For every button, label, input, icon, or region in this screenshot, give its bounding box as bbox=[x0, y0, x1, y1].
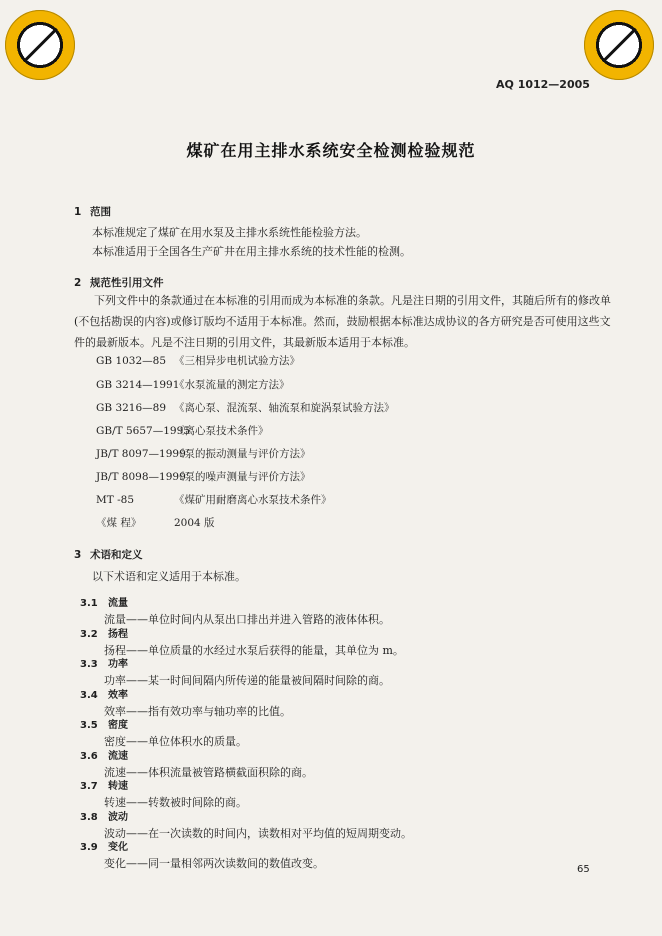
term-definition: 效率——指有效功率与轴功率的比值。 bbox=[104, 704, 291, 718]
term-heading: 3.4 效率 bbox=[80, 689, 128, 701]
term-definition: 功率——某一时间间隔内所传递的能量被间隔时间除的商。 bbox=[104, 674, 390, 687]
reference-item: JB/T 8098—1999《泵的噪声测量与评价方法》 bbox=[96, 471, 311, 483]
term-heading: 3.3 功率 bbox=[80, 659, 128, 670]
term-heading: 3.8 波动 bbox=[80, 811, 128, 823]
pdf-xchange-stamp-icon[interactable] bbox=[5, 10, 75, 80]
reference-item: JB/T 8097—1999《泵的振动测量与评价方法》 bbox=[96, 448, 311, 460]
reference-item: GB 1032—85 《三相异步电机试验方法》 bbox=[96, 355, 300, 367]
term-heading: 3.1 流量 bbox=[80, 598, 128, 609]
section-1-heading: 1 范围 bbox=[74, 206, 111, 218]
term-heading: 3.7 转速 bbox=[80, 781, 128, 792]
reference-item: GB/T 5657—1995《离心泵技术条件》 bbox=[96, 425, 269, 437]
section-3-heading: 3 术语和定义 bbox=[74, 549, 143, 561]
pdf-xchange-stamp-icon[interactable] bbox=[584, 10, 654, 80]
page-number: 65 bbox=[577, 864, 590, 875]
paragraph: 本标准适用于全国各生产矿井在用主排水系统的技术性能的检测。 bbox=[92, 245, 411, 258]
reference-item: GB 3216—89 《离心泵、混流泵、轴流泵和旋涡泵试验方法》 bbox=[96, 402, 395, 414]
paragraph: 本标准规定了煤矿在用水泵及主排水系统性能检验方法。 bbox=[92, 226, 367, 239]
term-definition: 密度——单位体积水的质量。 bbox=[104, 735, 247, 748]
term-definition: 波动——在一次读数的时间内，读数相对平均值的短周期变动。 bbox=[104, 826, 412, 840]
term-heading: 3.9 变化 bbox=[80, 842, 128, 853]
term-heading: 3.6 流速 bbox=[80, 750, 128, 762]
paragraph: 以下术语和定义适用于本标准。 bbox=[92, 570, 246, 583]
term-definition: 扬程——单位质量的水经过水泵后获得的能量，其单位为 m。 bbox=[104, 643, 404, 657]
reference-item: GB 3214—1991《水泵流量的测定方法》 bbox=[96, 379, 290, 391]
document-title: 煤矿在用主排水系统安全检测检验规范 bbox=[186, 141, 476, 160]
term-definition: 流速——体积流量被管路横截面积除的商。 bbox=[104, 765, 313, 779]
reference-item: 《煤 程》 2004 版 bbox=[96, 517, 215, 529]
paragraph: 下列文件中的条款通过在本标准的引用而成为本标准的条款。凡是注日期的引用文件，其随后所有的修改单(不包括勘误的内容)或修订版均不适用于本标准。然而，鼓励根据本标准达成协议的各方研究是否可使用这些文件的最新版本。凡是不注日期的引用文件，其最新版本适用于本标准。 bbox=[74, 294, 611, 349]
term-definition: 流量——单位时间内从泵出口排出并进入管路的液体体积。 bbox=[104, 613, 390, 626]
term-heading: 3.5 密度 bbox=[80, 720, 128, 731]
term-definition: 转速——转数被时间除的商。 bbox=[104, 796, 247, 809]
term-definition: 变化——同一量相邻两次读数间的数值改变。 bbox=[104, 857, 324, 870]
standard-code: AQ 1012—2005 bbox=[496, 78, 590, 91]
section-2-heading: 2 规范性引用文件 bbox=[74, 277, 164, 289]
reference-item: MT -85 《煤矿用耐磨离心水泵技术条件》 bbox=[96, 494, 332, 506]
term-heading: 3.2 扬程 bbox=[80, 628, 128, 640]
